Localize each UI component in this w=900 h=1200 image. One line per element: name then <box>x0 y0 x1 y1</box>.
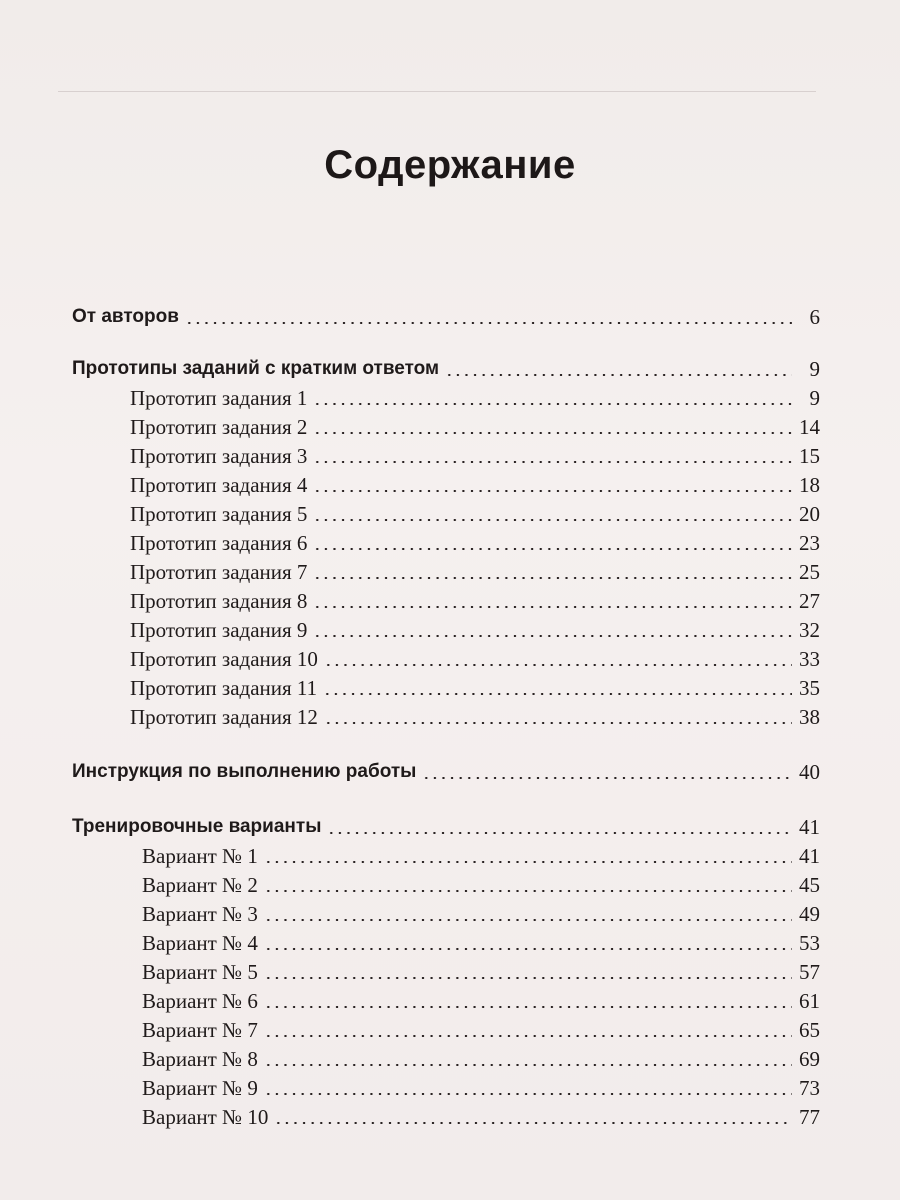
toc-entry[interactable] <box>0 1042 900 1072</box>
toc-entry-label: Прототип задания 4 <box>130 473 308 497</box>
toc-entry[interactable] <box>0 468 900 498</box>
toc-entry-label: Прототип задания 8 <box>130 589 308 613</box>
toc-entry[interactable] <box>0 868 900 898</box>
toc-entry[interactable] <box>0 839 900 869</box>
toc-entry-page: 32 <box>799 618 820 642</box>
toc-entry-label: Прототипы заданий с кратким ответом <box>72 358 440 379</box>
dot-leader <box>313 490 792 492</box>
toc-entry-label: От авторов <box>72 306 179 327</box>
toc-entry[interactable] <box>0 955 900 985</box>
toc-entry-label: Вариант № 2 <box>142 873 258 897</box>
toc-entry[interactable] <box>0 300 900 330</box>
toc-entry[interactable] <box>0 700 900 730</box>
toc-entry-page: 18 <box>799 473 820 497</box>
toc-entry-page: 77 <box>799 1105 820 1129</box>
toc-entry[interactable] <box>0 810 900 840</box>
toc-entry-label: Прототип задания 2 <box>130 415 308 439</box>
dot-leader <box>185 322 792 324</box>
toc-entry-page: 25 <box>799 560 820 584</box>
dot-leader <box>264 1093 792 1095</box>
toc-entry-label: Вариант № 4 <box>142 931 258 955</box>
dot-leader <box>274 1122 792 1124</box>
dot-leader <box>264 1064 792 1066</box>
toc-entry[interactable] <box>0 497 900 527</box>
toc-entry-page: 57 <box>799 960 820 984</box>
toc-entry-label: Прототип задания 1 <box>130 386 308 410</box>
toc-entry[interactable] <box>0 352 900 382</box>
toc-entry-page: 33 <box>799 647 820 671</box>
dot-leader <box>324 722 792 724</box>
dot-leader <box>264 977 792 979</box>
dot-leader <box>264 1035 792 1037</box>
toc-entry[interactable] <box>0 439 900 469</box>
toc-entry-label: Вариант № 6 <box>142 989 258 1013</box>
dot-leader <box>264 861 792 863</box>
toc-entry-page: 45 <box>799 873 820 897</box>
toc-entry[interactable] <box>0 584 900 614</box>
toc-entry-page: 9 <box>809 386 820 410</box>
toc-entry-label: Прототип задания 6 <box>130 531 308 555</box>
toc-entry-label: Вариант № 7 <box>142 1018 258 1042</box>
toc-entry[interactable] <box>0 926 900 956</box>
dot-leader <box>264 890 792 892</box>
toc-entry[interactable] <box>0 642 900 672</box>
dot-leader <box>264 1006 792 1008</box>
toc-entry-page: 14 <box>799 415 820 439</box>
dot-leader <box>313 635 792 637</box>
toc-entry-label: Прототип задания 5 <box>130 502 308 526</box>
toc-entry-label: Вариант № 10 <box>142 1105 269 1129</box>
page-title: Содержание <box>324 143 576 187</box>
toc-entry-page: 20 <box>799 502 820 526</box>
toc-entry-label: Вариант № 3 <box>142 902 258 926</box>
toc-entry[interactable] <box>0 1100 900 1130</box>
toc-entry-page: 69 <box>799 1047 820 1071</box>
toc-entry[interactable] <box>0 410 900 440</box>
dot-leader <box>264 919 792 921</box>
toc-entry-page: 41 <box>799 844 820 868</box>
toc-entry[interactable] <box>0 897 900 927</box>
toc-entry-page: 40 <box>799 760 820 784</box>
toc-entry-page: 53 <box>799 931 820 955</box>
toc-entry-page: 38 <box>799 705 820 729</box>
toc-entry[interactable] <box>0 671 900 701</box>
toc-entry[interactable] <box>0 613 900 643</box>
toc-entry-page: 73 <box>799 1076 820 1100</box>
dot-leader <box>313 461 792 463</box>
toc-entry[interactable] <box>0 1071 900 1101</box>
toc-entry-page: 27 <box>799 589 820 613</box>
toc-entry-label: Прототип задания 9 <box>130 618 308 642</box>
toc-entry-page: 15 <box>799 444 820 468</box>
dot-leader <box>323 693 792 695</box>
toc-entry-page: 41 <box>799 815 820 839</box>
dot-leader <box>313 519 792 521</box>
toc-entry[interactable] <box>0 526 900 556</box>
dot-leader <box>422 777 792 779</box>
toc-entry[interactable] <box>0 755 900 785</box>
dot-leader <box>313 432 792 434</box>
toc-entry-page: 35 <box>799 676 820 700</box>
toc-entry-label: Вариант № 9 <box>142 1076 258 1100</box>
toc-entry[interactable] <box>0 555 900 585</box>
dot-leader <box>264 948 792 950</box>
toc-entry-page: 9 <box>809 357 820 381</box>
toc-entry-label: Вариант № 5 <box>142 960 258 984</box>
toc-entry-label: Прототип задания 3 <box>130 444 308 468</box>
toc-entry-page: 23 <box>799 531 820 555</box>
toc-entry-page: 61 <box>799 989 820 1013</box>
show-through-rule <box>58 91 816 92</box>
toc-entry-label: Вариант № 1 <box>142 844 258 868</box>
toc-entry-page: 65 <box>799 1018 820 1042</box>
toc-entry-label: Прототип задания 10 <box>130 647 318 671</box>
toc-entry[interactable] <box>0 1013 900 1043</box>
dot-leader <box>445 374 792 376</box>
dot-leader <box>313 606 792 608</box>
toc-entry-label: Инструкция по выполнению работы <box>72 761 417 782</box>
dot-leader <box>313 548 792 550</box>
dot-leader <box>313 577 792 579</box>
toc-entry[interactable] <box>0 381 900 411</box>
toc-entry-page: 6 <box>809 305 820 329</box>
toc-entry-page: 49 <box>799 902 820 926</box>
dot-leader <box>327 832 792 834</box>
toc-entry[interactable] <box>0 984 900 1014</box>
toc-entry-label: Прототип задания 12 <box>130 705 318 729</box>
toc-entry-label: Прототип задания 7 <box>130 560 308 584</box>
dot-leader <box>324 664 792 666</box>
toc-entry-label: Вариант № 8 <box>142 1047 258 1071</box>
dot-leader <box>313 403 792 405</box>
toc-entry-label: Тренировочные варианты <box>72 816 322 837</box>
toc-entry-label: Прототип задания 11 <box>130 676 318 700</box>
